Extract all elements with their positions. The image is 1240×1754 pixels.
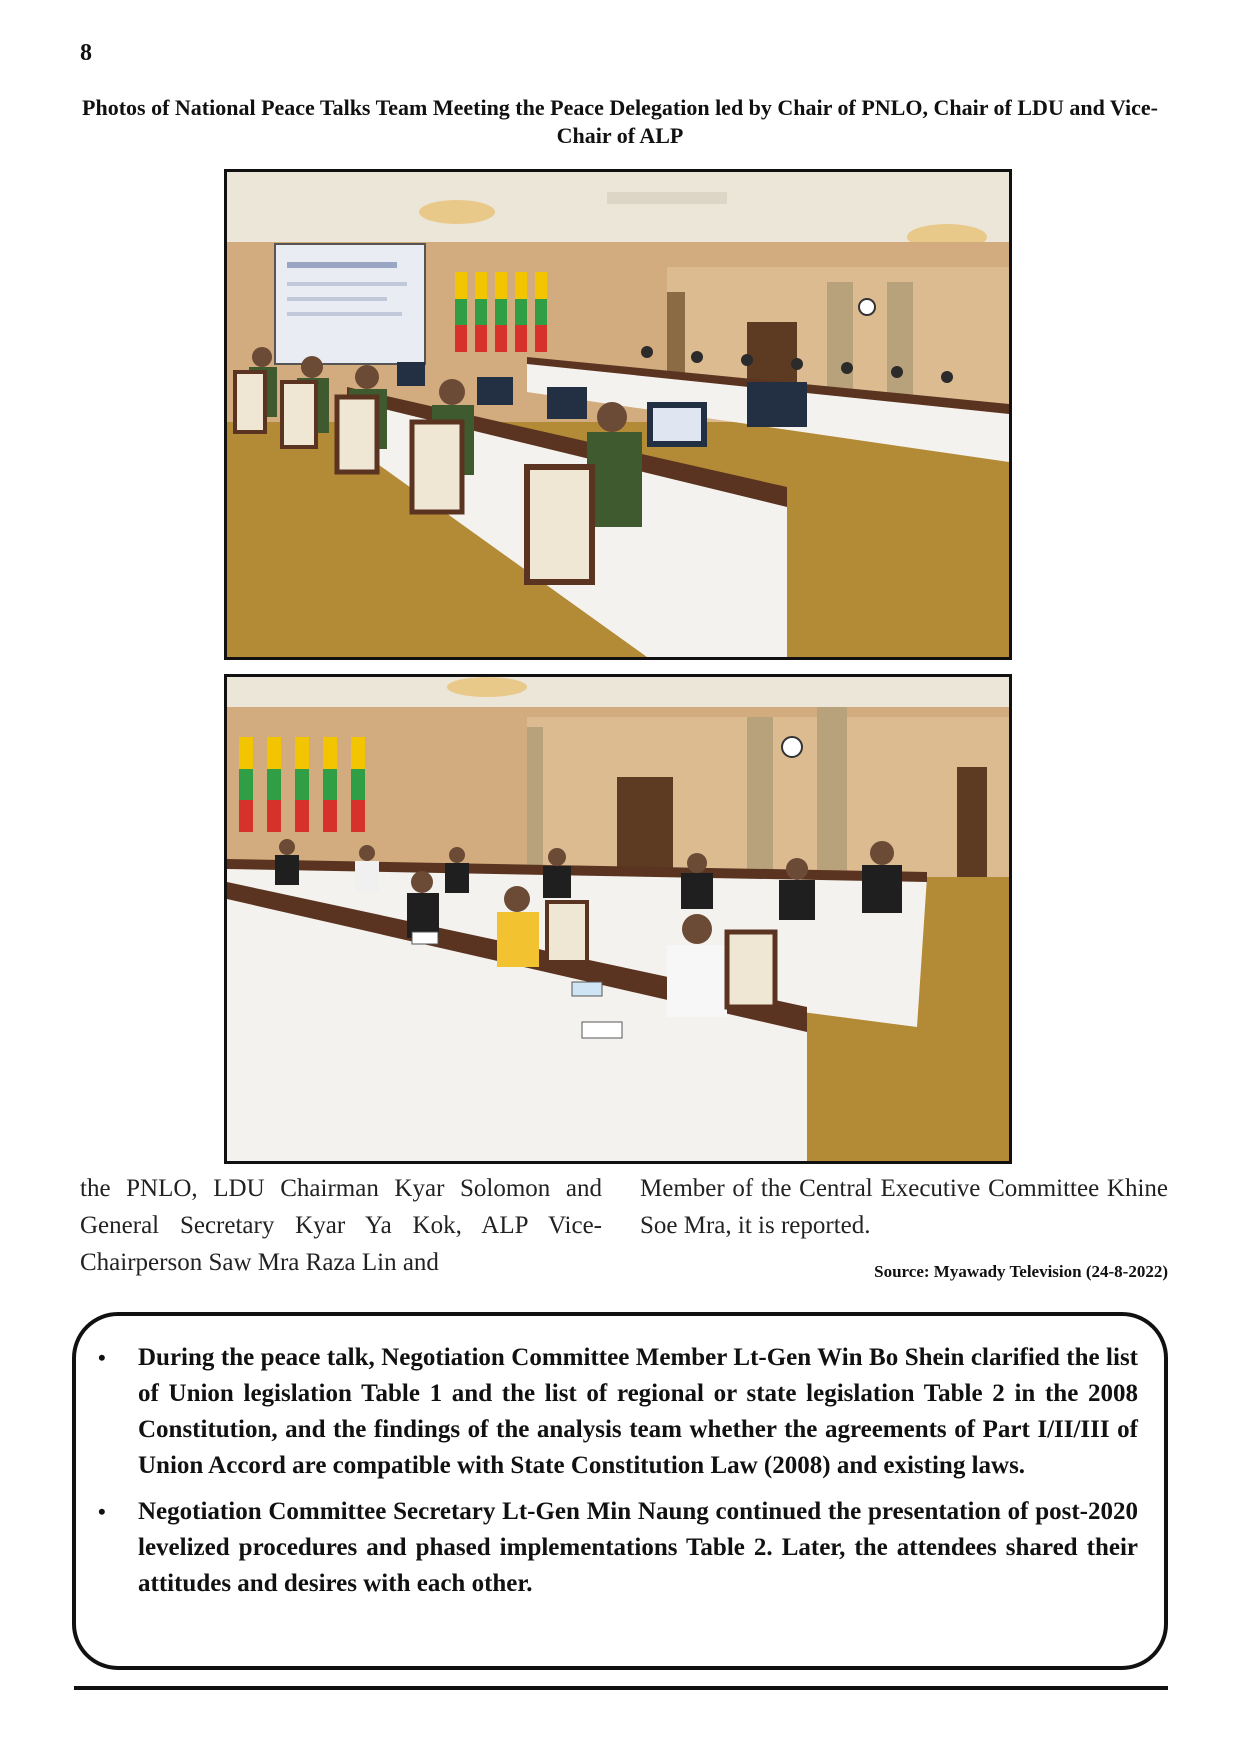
- meeting-photo-2-illustration: [227, 677, 1009, 1161]
- bottom-rule: [74, 1686, 1168, 1690]
- page-number: 8: [80, 40, 92, 66]
- summary-item: [76, 1340, 1164, 1484]
- summary-item-text: Negotiation Committee Secretary Lt-Gen Min Naung continued the presentation of post-2020 levelized procedures and phased implementations Table 2. Later, the attendees shared their attitudes and desires with each other.: [138, 1498, 1138, 1597]
- bullet-icon: •: [98, 1345, 106, 1370]
- article-text-right-column: Member of the Central Executive Committee Khine Soe Mra, it is reported.: [640, 1175, 1168, 1239]
- article-text-left-column: the PNLO, LDU Chairman Kyar Solomon and General Secretary Kyar Ya Kok, ALP Vice-Chairperson Saw Mra Raza Lin and: [80, 1175, 602, 1276]
- meeting-photo-1-illustration: [227, 172, 1009, 657]
- meeting-photo-2: [224, 674, 1012, 1164]
- bullet-icon: •: [98, 1499, 106, 1524]
- summary-box: [72, 1312, 1168, 1670]
- summary-item: [76, 1494, 1164, 1602]
- meeting-photo-1: [224, 169, 1012, 660]
- source-credit: Source: Myawady Television (24-8-2022): [874, 1262, 1168, 1281]
- summary-list: [76, 1340, 1164, 1612]
- page-title: Photos of National Peace Talks Team Meeting the Peace Delegation led by Chair of PNLO, Chair of LDU and Vice-Chair of ALP: [82, 95, 1158, 148]
- summary-item-text: During the peace talk, Negotiation Committee Member Lt-Gen Win Bo Shein clarified the list of Union legislation Table 1 and the list of regional or state legislation Table 2 in the 2008 Constitution, and the findings of the analysis team whether the agreements of Part I/II/III of Union Accord are compatible with State Constitution Law (2008) and existing laws.: [138, 1344, 1138, 1479]
